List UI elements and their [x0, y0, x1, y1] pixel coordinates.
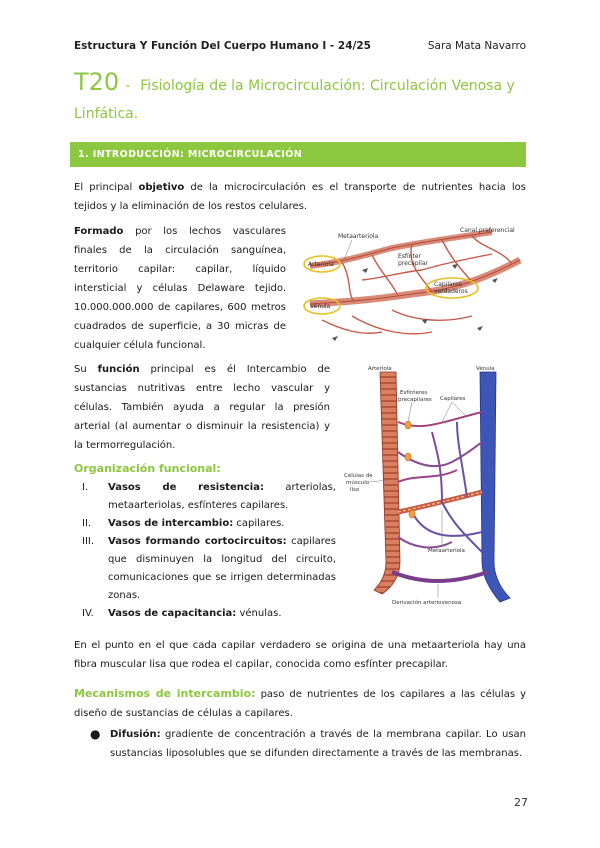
fig2-label-esfinteres1: Esfínteres	[400, 390, 428, 396]
fig2-label-metaarteriola: Metaarteriola	[428, 548, 465, 554]
title-line2: Linfática.	[74, 106, 139, 122]
fig2-label-celulas1: Células de	[344, 473, 373, 479]
page-title	[74, 68, 534, 96]
funcion-pre: Su	[74, 364, 98, 375]
intro-paragraph	[74, 178, 526, 216]
organizacion-list	[74, 479, 336, 623]
list-item	[74, 479, 336, 515]
fig1-label-venula: Vénula	[310, 303, 331, 310]
list-item	[74, 605, 336, 623]
list-item	[74, 515, 336, 533]
bullet-text: gradiente de concentración a través de la membrana capilar. Lo usan sustancias liposolubles que se difunden directamente a través de las membranas.	[110, 729, 526, 759]
page-number: 27	[514, 796, 528, 809]
list-item-bold: Vasos de resistencia:	[108, 482, 264, 493]
title-line1: Fisiología de la Microcirculación: Circulación Venosa y	[140, 78, 515, 94]
microcirculation-diagram	[302, 220, 528, 350]
list-item-bold: Vasos de intercambio:	[108, 518, 234, 529]
esfinter-paragraph	[74, 636, 526, 674]
title-dash: -	[125, 78, 131, 94]
organizacion-heading: Organización funcional:	[74, 462, 221, 475]
list-item: ● Difusión: gradiente de concentración a través de la membrana capilar. Lo usan sustancias liposolubles que se difunden directamente a través de las membranas.	[90, 727, 526, 759]
mecanismos-text: paso de nutrientes de los capilares a las células y diseño de sustancias de células a capilares.	[74, 689, 526, 719]
mecanismos-list	[74, 725, 526, 763]
intro-pre: El principal	[74, 182, 139, 193]
list-item	[74, 533, 336, 605]
organizacion-block	[74, 462, 336, 623]
list-item-text: arteriolas, metaarteriolas, esfínteres capilares.	[108, 482, 336, 511]
mecanismos-heading: Mecanismos de intercambio:	[74, 687, 256, 700]
list-item-num: II.	[82, 518, 92, 529]
list-item-bold: Vasos formando cortocircuitos:	[108, 536, 287, 547]
funcion-text: principal es él Intercambio de sustancias nutritivas entre lecho vascular y células. También ayuda a regular la presión arterial (al aumentar o disminuir la resistencia) y la termorregulación.	[74, 364, 330, 451]
fig2-label-celulas3: liso	[350, 487, 360, 493]
doc-header-author: Sara Mata Navarro	[427, 40, 526, 52]
fig1-label-canal: Canal preferencial	[460, 227, 515, 234]
title-number: T20	[74, 68, 120, 96]
fig2-label-derivacion: Derivación arteriovenosa	[392, 600, 462, 606]
funcion-paragraph	[74, 360, 330, 455]
list-item-text: capilares que disminuyen la longitud del circuito, comunicaciones que se irrigen determinadas zonas.	[108, 536, 337, 601]
fig1-label-capilares2: verdaderos	[434, 288, 468, 295]
fig2-label-celulas2: músculo	[346, 480, 370, 486]
formado-paragraph	[74, 222, 286, 355]
intro-post: de la microcirculación es el transporte de nutrientes hacia los tejidos y la eliminación de los restos celulares.	[74, 182, 526, 212]
fig1-label-arteriola: Arteriola	[308, 261, 334, 268]
fig1-label-esfinter2: precapilar	[398, 260, 429, 267]
formado-text: por los lechos vasculares finales de la circulación sanguínea, territorio capilar: capilar, líquido intersticial y células Delaware tejido. 10.000.000.000 de capilares, 600 metros cuadrados de superficie, a 30 micras de cualquier célula funcional.	[74, 226, 286, 351]
funcion-bold: función	[97, 364, 140, 375]
mecanismos-block	[74, 684, 526, 763]
list-item-text: capilares.	[233, 518, 285, 529]
fig2-label-capilares: Capilares	[440, 396, 466, 402]
fig1-label-metaarteriola: Metaarteriola	[338, 233, 379, 240]
fig2-label-venula: Vénula	[476, 366, 495, 372]
fig1-label-esfinter1: Esfínter	[398, 253, 422, 260]
bullet-bold: Difusión:	[110, 729, 161, 740]
list-item-text: vénulas.	[236, 608, 282, 619]
intro-bold: objetivo	[138, 182, 185, 193]
fig1-label-capilares1: Capilares	[434, 281, 462, 288]
list-item-bold: Vasos de capacitancia:	[108, 608, 237, 619]
formado-bold: Formado	[74, 226, 124, 237]
section-heading: 1. INTRODUCCIÓN: MICROCIRCULACIÓN	[70, 142, 526, 167]
doc-header-course: Estructura Y Función Del Cuerpo Humano I - 24/25	[74, 40, 371, 52]
fig2-label-esfinteres2: precapilares	[398, 397, 432, 403]
esfinter-text: En el punto en el que cada capilar verdadero se origina de una metaarteriola hay una fibra muscular lisa que rodea el capilar, conocida como esfínter precapilar.	[74, 640, 526, 670]
list-item-num: I.	[82, 482, 89, 493]
list-item-num: III.	[82, 536, 95, 547]
capillary-bed-diagram	[342, 362, 528, 610]
fig2-label-arteriola: Arteriola	[368, 366, 392, 372]
list-item-num: IV.	[82, 608, 94, 619]
